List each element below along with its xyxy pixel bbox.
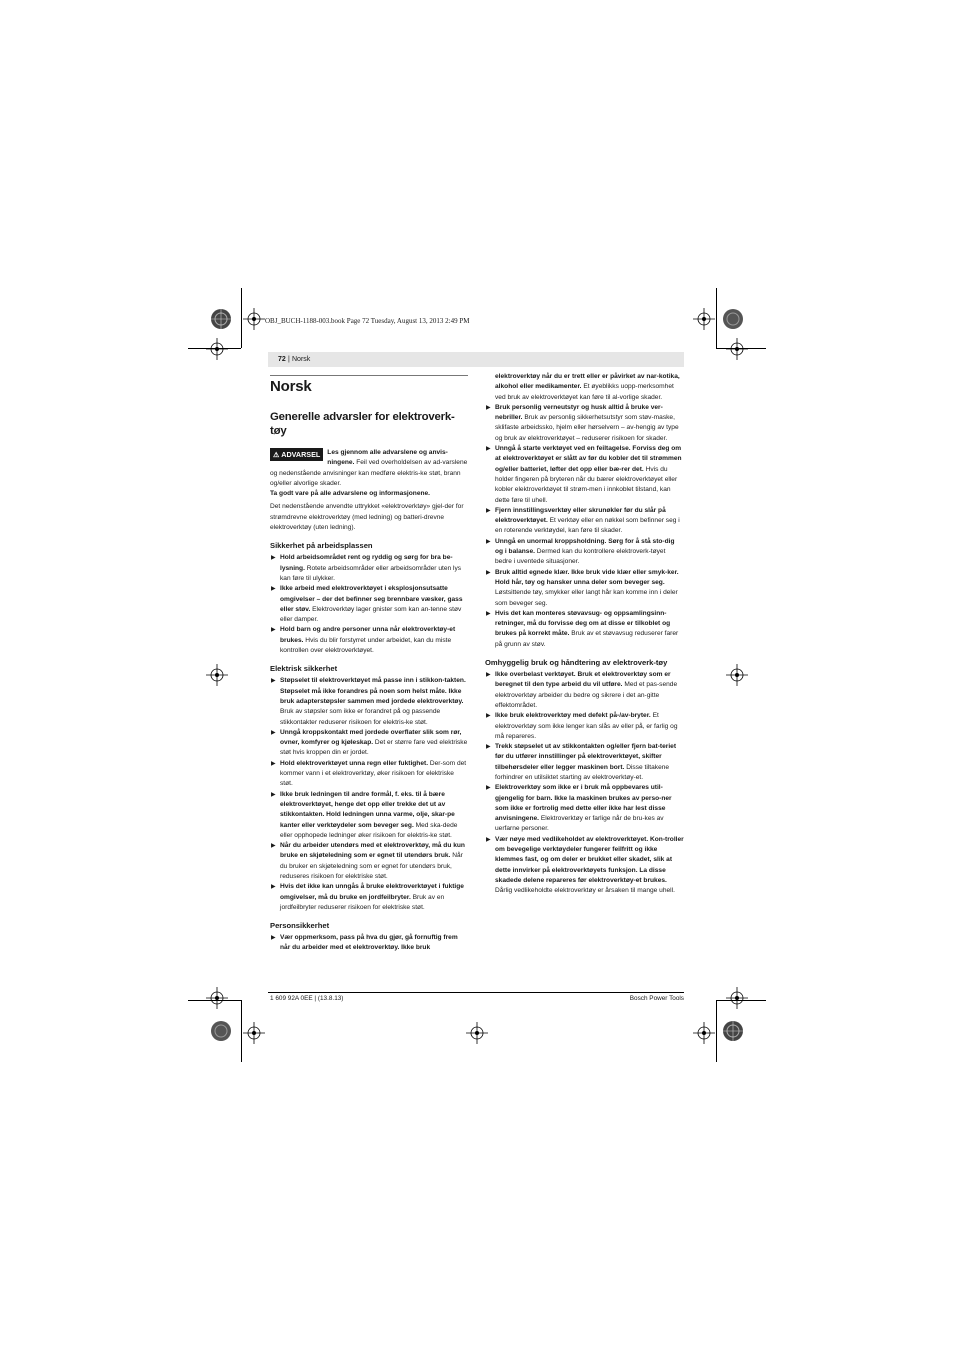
bullet-triangle-icon: ▶ — [486, 672, 491, 679]
crosshair-mark — [726, 338, 748, 360]
bullet-triangle-icon: ▶ — [486, 507, 491, 514]
list-item: ▶ Ikke overbelast verktøyet. Bruk et elektroverktøy som er beregnet til den type arbeid du vil utføre. Med et pas-sende elektroverktøy arbeider du bedre og sikrere i det an-gitte effektområdet. — [486, 671, 678, 709]
bullet-triangle-icon: ▶ — [486, 610, 491, 617]
bullet-triangle-icon: ▶ — [271, 678, 276, 685]
crop-line — [241, 1000, 242, 1062]
bullet-triangle-icon: ▶ — [271, 760, 276, 767]
bullet-triangle-icon: ▶ — [271, 586, 276, 593]
registration-mark — [210, 1020, 232, 1042]
page-title: Norsk — [270, 378, 312, 395]
list-item: ▶ Hold barn og andre personer unna når elektroverktøy-et brukes. Hvis du blir forstyrret under arbeidet, kan du miste kontrollen over elektroverktøyet. — [271, 626, 456, 655]
warning-icon: ⚠ — [273, 452, 280, 459]
crop-line — [716, 1000, 717, 1062]
header-language: Norsk — [292, 356, 311, 363]
crosshair-mark — [243, 308, 265, 330]
list-item: ▶ Elektroverktøy som ikke er i bruk må oppbevares util-gjengelig for barn. Ikke la maskinen brukes av perso-ner som ikke er fortrolig med dette eller ikke har lest disse anvisningene. Elektroverktøy er farlige når de bru-kes av uerfarne personer. — [486, 784, 672, 833]
bullet-triangle-icon: ▶ — [271, 843, 276, 850]
footer-brand: Bosch Power Tools — [629, 995, 684, 1002]
bullet-triangle-icon: ▶ — [486, 744, 491, 751]
registration-mark — [210, 308, 232, 330]
warning-badge: ⚠ ADVARSEL — [270, 448, 323, 461]
crosshair-mark — [726, 664, 748, 686]
print-slug: OBJ_BUCH-1188-003.book Page 72 Tuesday, August 13, 2013 2:49 PM — [265, 317, 470, 325]
crosshair-mark — [206, 338, 228, 360]
list-item-continuation: elektroverktøy når du er trett eller er påvirket av nar-kotika, alkohol eller medikamenter. Et øyeblikks uopp-merksomhet ved bruk av elektroverktøyet kan føre til al-vorlige skader. — [495, 373, 680, 401]
title-rule — [270, 375, 468, 376]
bullet-triangle-icon: ▶ — [271, 935, 276, 942]
section-heading: Sikkerhet på arbeidsplassen — [270, 541, 373, 551]
list-item: ▶ Unngå en unormal kroppsholdning. Sørg for å stå sto-dig og i balanse. Dermed kan du kontrollere elektroverk-tøyet bedre i uventede situasjoner. — [486, 537, 675, 566]
bullet-triangle-icon: ▶ — [271, 555, 276, 562]
crosshair-mark — [693, 1022, 715, 1044]
right-column — [485, 372, 684, 897]
list-item: ▶ Fjern innstillingsverktøy eller skrunøkler før du slår på elektroverktøyet. Et verktøy eller en nøkkel som befinner seg i en roterende verktøydel, kan føre til skader. — [486, 506, 680, 535]
list-item: ▶ Ikke arbeid med elektroverktøyet i eksplosjonsutsatte omgivelser – der det befinner seg brennbare væsker, gass eller støv. Elektroverktøy lager gnister som kan an-tenne støv eller damper. — [271, 585, 463, 624]
list-item: ▶ Vær nøye med vedlikeholdet av elektroverktøyet. Kon-troller om bevegelige verktøydeler fungerer feilfritt og ikke klemmes fast, og om deler er brukket eller skadet, slik at dette innvirker på elektroverktøyets funksjon. La disse skadede delene repareres før elektroverktøy-et brukes. Dårlig vedlikeholdte elektroverktøy er årsaken til mange uhell. — [486, 835, 684, 895]
warning-paragraph: ⚠ ADVARSEL Les gjennom alle advarslene og anvis-ningene. Feil ved overholdelsen av ad-varslene og nedenstående anvisninger kan medføre elektris-ke støt, brann og/eller alvorlige skader. — [270, 449, 468, 487]
keep-note: Ta godt vare på alle advarslene og informasjonene. — [270, 490, 431, 498]
footer-rule — [268, 992, 684, 993]
bullet-triangle-icon: ▶ — [271, 884, 276, 891]
crop-line — [716, 288, 717, 348]
bullet-triangle-icon: ▶ — [486, 538, 491, 545]
footer-doc-number: 1 609 92A 0EE | (13.8.13) — [270, 995, 344, 1002]
section-heading: Omhyggelig bruk og håndtering av elektroverk-tøy — [485, 658, 668, 668]
list-item: ▶ Unngå å starte verktøyet ved en feiltagelse. Forviss deg om at elektroverktøyet er slått av før du kobler det til strømmen og/eller batteriet, løfter det opp eller bæ-rer det. Hvis du holder fingeren på bryteren når du bærer elektroverktøyet eller kobler elektroverktøyet til strøm-men i innkoblet tilstand, kan dette føre til uhell. — [486, 445, 682, 504]
list-item: ▶ Støpselet til elektroverktøyet må passe inn i stikkon-takten. Støpselet må ikke forandres på noen som helst måte. Ikke bruk adapterstøpsler sammen med jordede elektroverktøy. Bruk av støpsler som ikke er forandret på og passende stikkontakter reduserer risikoen for elektris-ke støt. — [271, 677, 466, 726]
bullet-triangle-icon: ▶ — [486, 713, 491, 720]
list-item: ▶ Bruk personlig verneutstyr og husk alltid å bruke ver-nebriller. Bruk av personlig sikkerhetsutstyr som støv-maske, sklifaste arbeidssko, hjelm eller hørselvern – av-hengig av type og bruk av elektroverktøyet – reduserer risikoen for skader. — [486, 403, 679, 442]
header-separator: | — [288, 356, 290, 363]
list-item: ▶ Hold elektroverktøyet unna regn eller fuktighet. Der-som det kommer vann i et elektroverktøy, øker risikoen for elektriske støt. — [271, 759, 467, 788]
bullet-triangle-icon: ▶ — [271, 791, 276, 798]
list-item: ▶ Ikke bruk ledningen til andre formål, f. eks. til å bære elektroverktøyet, henge det opp eller trekke det ut av stikkontakten. Hold ledningen unna varme, olje, skar-pe kanter eller verktøydeler som beveger seg. Med ska-dede eller opphopede ledninger øker risikoen for elektris-ke støt. — [271, 790, 458, 839]
section-heading: Personsikkerhet — [270, 921, 330, 931]
bullet-triangle-icon: ▶ — [486, 446, 491, 453]
list-item: ▶ Hvis det ikke kan unngås å bruke elektroverktøyet i fuktige omgivelser, må du bruke en jordfeilbryter. Bruk av en jordfeilbryter reduserer risikoen for elektriske støt. — [271, 883, 464, 911]
list-item: ▶ Når du arbeider utendørs med et elektroverktøy, må du kun bruke en skjøteledning som er egnet til utendørs bruk. Når du bruker en skjøteledning som er egnet for utendørs bruk, reduseres risikoen for elektriske støt. — [271, 842, 465, 880]
left-column — [270, 372, 468, 954]
section-title: Generelle advarsler for elektroverk-tøy — [270, 411, 455, 437]
list-item: ▶ Unngå kroppskontakt med jordede overflater slik som rør, ovner, komfyrer og kjøleskap. Det er større fare ved elektriske støt hvis kroppen din er jordet. — [271, 728, 468, 757]
registration-mark — [722, 308, 744, 330]
list-item: ▶ Ikke bruk elektroverktøy med defekt på-/av-bryter. Et elektroverktøy som ikke lenger kan slås av eller på, er farlig og må repareres. — [486, 712, 678, 740]
bullet-triangle-icon: ▶ — [486, 836, 491, 843]
crosshair-mark — [243, 1022, 265, 1044]
page-number: 72 — [278, 356, 286, 363]
list-item: ▶ Vær oppmerksom, pass på hva du gjør, gå fornuftig frem når du arbeider med et elektroverktøy. Ikke bruk — [271, 934, 458, 952]
bullet-triangle-icon: ▶ — [271, 627, 276, 634]
bullet-triangle-icon: ▶ — [486, 404, 491, 411]
crosshair-mark — [726, 987, 748, 1009]
crosshair-mark — [206, 987, 228, 1009]
bullet-triangle-icon: ▶ — [271, 729, 276, 736]
crosshair-mark — [466, 1022, 488, 1044]
running-header — [268, 352, 684, 367]
registration-mark — [722, 1020, 744, 1042]
section-heading: Elektrisk sikkerhet — [270, 664, 338, 674]
intro-paragraph: Det nedenstående anvendte uttrykket «elektroverktøy» gjel-der for strømdrevne elektroverktøy (med ledning) og batteri-drevne elektroverktøy (uten ledning). — [270, 503, 464, 532]
crosshair-mark — [693, 308, 715, 330]
bullet-triangle-icon: ▶ — [486, 785, 491, 792]
crosshair-mark — [206, 664, 228, 686]
crop-line — [241, 288, 242, 348]
list-item: ▶ Hvis det kan monteres støvavsug- og oppsamlingsinn-retninger, må du forvisse deg om at disse er tilkoblet og brukes på korrekt måte. Bruk av et støvavsug reduserer farer på grunn av støv. — [486, 609, 679, 648]
bullet-triangle-icon: ▶ — [486, 569, 491, 576]
list-item: ▶ Hold arbeidsområdet rent og ryddig og sørg for bra be-lysning. Rotete arbeidsområder eller arbeidsområder uten lys kan føre til ulykker. — [271, 554, 462, 582]
list-item: ▶ Bruk alltid egnede klær. Ikke bruk vide klær eller smyk-ker. Hold hår, tøy og hansker unna deler som beveger seg. Løstsittende tøy, smykker eller langt hår kan komme inn i deler som beveger seg. — [486, 568, 679, 607]
list-item: ▶ Trekk støpselet ut av stikkontakten og/eller fjern bat-teriet før du utfører innstillinger på elektroverktøyet, skifter tilbehørsdeler eller legger maskinen bort. Disse tiltakene forhindrer en utilsiktet starting av elektroverktøy-et. — [486, 743, 677, 781]
